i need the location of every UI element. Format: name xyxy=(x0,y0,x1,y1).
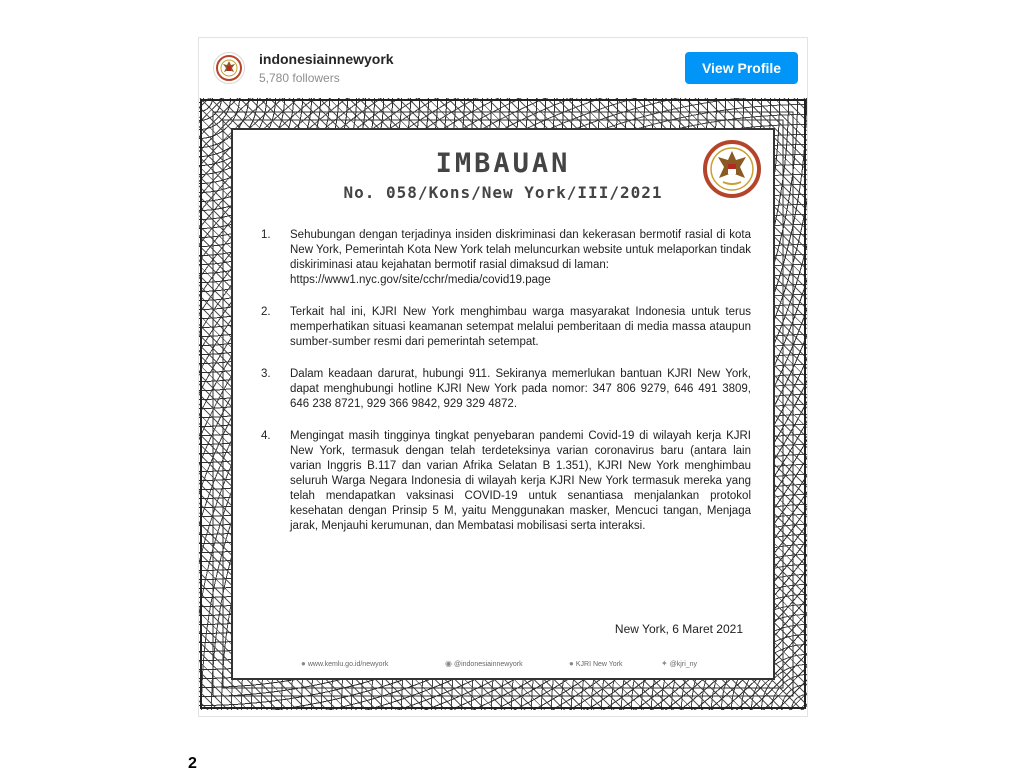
footer-twitter xyxy=(661,659,697,668)
report-url-link[interactable]: https://www1.nyc.gov/site/cchr/media/covid19.page xyxy=(290,274,551,286)
item-text: Dalam keadaan darurat, hubungi 911. Sekiranya memerlukan bantuan KJRI New York, dapat menghubungi hotline KJRI New York pada nomor: 347 806 9279, 646 491 3809, 646 238 8721, 929 366 9842, 929 329 4872. xyxy=(290,368,751,410)
garuda-emblem-icon xyxy=(703,140,761,198)
notice-item xyxy=(261,305,751,350)
footer-instagram xyxy=(445,659,523,668)
view-profile-button[interactable]: View Profile xyxy=(685,52,798,84)
globe-icon: ● xyxy=(301,659,306,668)
footer-facebook xyxy=(569,659,623,668)
item-text: Mengingat masih tingginya tingkat penyebaran pandemi Covid-19 di wilayah kerja KJRI New York, termasuk dengan telah terdeteksinya varian coronavirus baru (antara lain varian Inggris B.117 dan varian Afrika Selatan B 1.351), KJRI New York menghimbau seluruh Warga Negara Indonesia di wilayah kerja KJRI New York termasuk mereka yang telah mendapatkan vaksinasi COVID-19 untuk senantiasa menjalankan protokol kesehatan dengan Prinsip 5 M, yaitu Menggunakan masker, Mencuci tangan, Menjaga jarak, Menjauhi kerumunan, dan Membatasi mobilisasi serta interaksi. xyxy=(290,430,751,532)
item-number: 4. xyxy=(261,430,271,442)
post-image[interactable] xyxy=(199,98,807,710)
notice-number: No. 058/Kons/New York/III/2021 xyxy=(343,183,663,202)
item-text: Terkait hal ini, KJRI New York menghimbau warga masyarakat Indonesia untuk terus memperhatikan situasi keamanan setempat melalui pemberitaan di media massa ataupun sumber-sumber resmi dari pemerintah setempat. xyxy=(290,306,751,348)
notice-date: New York, 6 Maret 2021 xyxy=(614,622,743,636)
footer-twitter-text: @kjri_ny xyxy=(669,661,698,668)
twitter-icon: ✦ xyxy=(661,659,668,668)
item-number: 2. xyxy=(261,306,271,318)
facebook-icon: ● xyxy=(569,659,574,668)
notice-list xyxy=(261,228,751,551)
profile-username[interactable]: indonesiainnewyork xyxy=(259,51,394,67)
instagram-icon: ◉ xyxy=(445,659,452,668)
instagram-embed-card xyxy=(198,37,808,717)
profile-avatar[interactable] xyxy=(213,52,245,84)
item-number: 3. xyxy=(261,368,271,380)
item-number: 1. xyxy=(261,229,271,241)
notice-item xyxy=(261,367,751,412)
stray-text: 2 xyxy=(188,755,197,772)
notice-panel xyxy=(231,128,775,680)
footer-website-text: www.kemlu.go.id/newyork xyxy=(307,661,389,668)
footer-website xyxy=(301,659,388,668)
notice-item xyxy=(261,228,751,288)
notice-item xyxy=(261,429,751,534)
item-text: Sehubungan dengan terjadinya insiden diskriminasi dan kekerasan bermotif rasial di kota New York, Pemerintah Kota New York telah meluncurkan website untuk melaporkan tindak diskiriminasi atau kejahatan bermotif rasial dimaksud di laman: xyxy=(290,229,751,271)
notice-footer xyxy=(233,656,773,672)
profile-header xyxy=(199,38,807,98)
footer-instagram-text: @indonesiainnewyork xyxy=(453,661,523,668)
notice-title: IMBAUAN xyxy=(435,148,571,179)
follower-count: 5,780 followers xyxy=(259,71,340,85)
footer-facebook-text: KJRI New York xyxy=(575,661,623,668)
garuda-emblem-icon xyxy=(216,55,242,81)
